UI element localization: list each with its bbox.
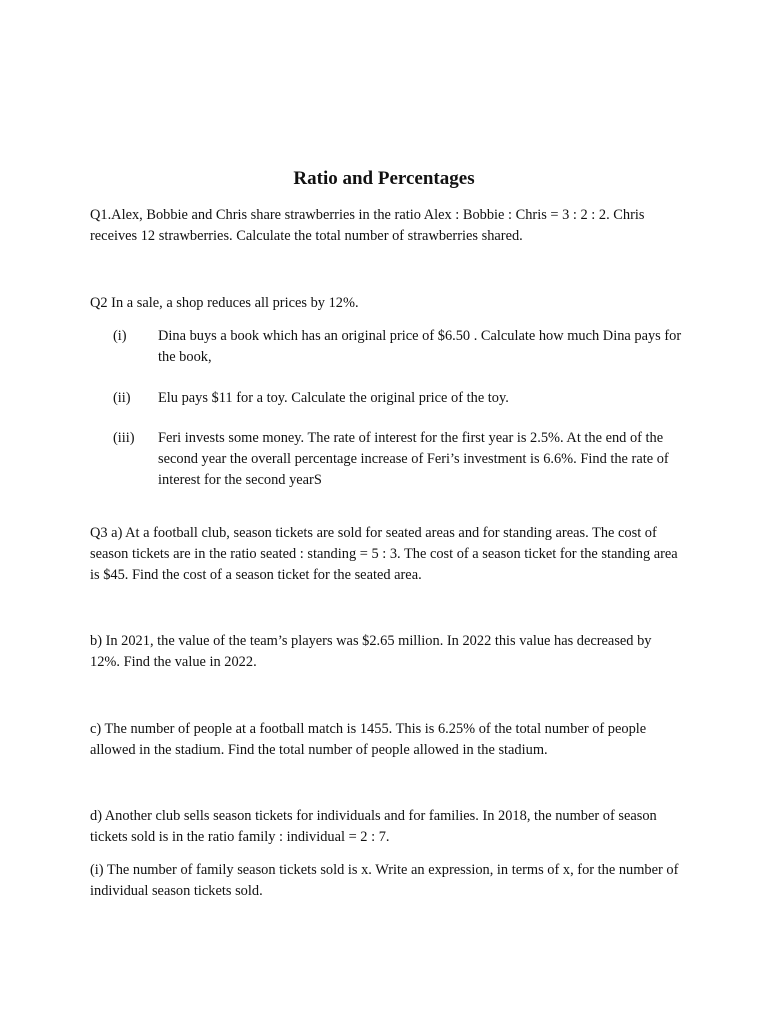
part-text: Elu pays $11 for a toy. Calculate the original price of the toy.: [158, 390, 509, 406]
part-number: (iii): [113, 430, 135, 446]
part-text: Feri invests some money. The rate of interest for the first year is 2.5%. At the end of the second year the overall percentage increase of Feri’s investment is 6.6%. Find the rate of interest for the second yearS: [158, 430, 669, 488]
question-3c: c) The number of people at a football match is 1455. This is 6.25% of the total number of people allowed in the stadium. Find the total number of people allowed in the stadium.: [90, 721, 647, 758]
question-3d: d) Another club sells season tickets for individuals and for families. In 2018, the number of season tickets sold is in the ratio family : individual = 2 : 7.: [90, 808, 657, 845]
question-3a: Q3 a) At a football club, season tickets are sold for seated areas and for standing areas. The cost of season tickets are in the ratio seated : standing = 5 : 3. The cost of a season ticket for the standing area is $45. Find the cost of a season ticket for the seated area.: [90, 525, 678, 583]
part-number: (ii): [113, 390, 131, 406]
page-title: Ratio and Percentages: [293, 168, 475, 189]
part-text: Dina buys a book which has an original price of $6.50 . Calculate how much Dina pays for the book,: [158, 328, 682, 365]
question-2-intro: Q2 In a sale, a shop reduces all prices by 12%.: [90, 295, 359, 311]
question-3d-part-i: (i) The number of family season tickets sold is x. Write an expression, in terms of x, for the number of individual season tickets sold.: [90, 862, 679, 899]
question-1: Q1.Alex, Bobbie and Chris share strawberries in the ratio Alex : Bobbie : Chris = 3 : 2 : 2. Chris receives 12 strawberries. Calculate the total number of strawberries shared.: [90, 207, 645, 244]
question-3b: b) In 2021, the value of the team’s players was $2.65 million. In 2022 this value has decreased by 12%. Find the value in 2022.: [90, 633, 652, 670]
part-number: (i): [113, 328, 127, 344]
